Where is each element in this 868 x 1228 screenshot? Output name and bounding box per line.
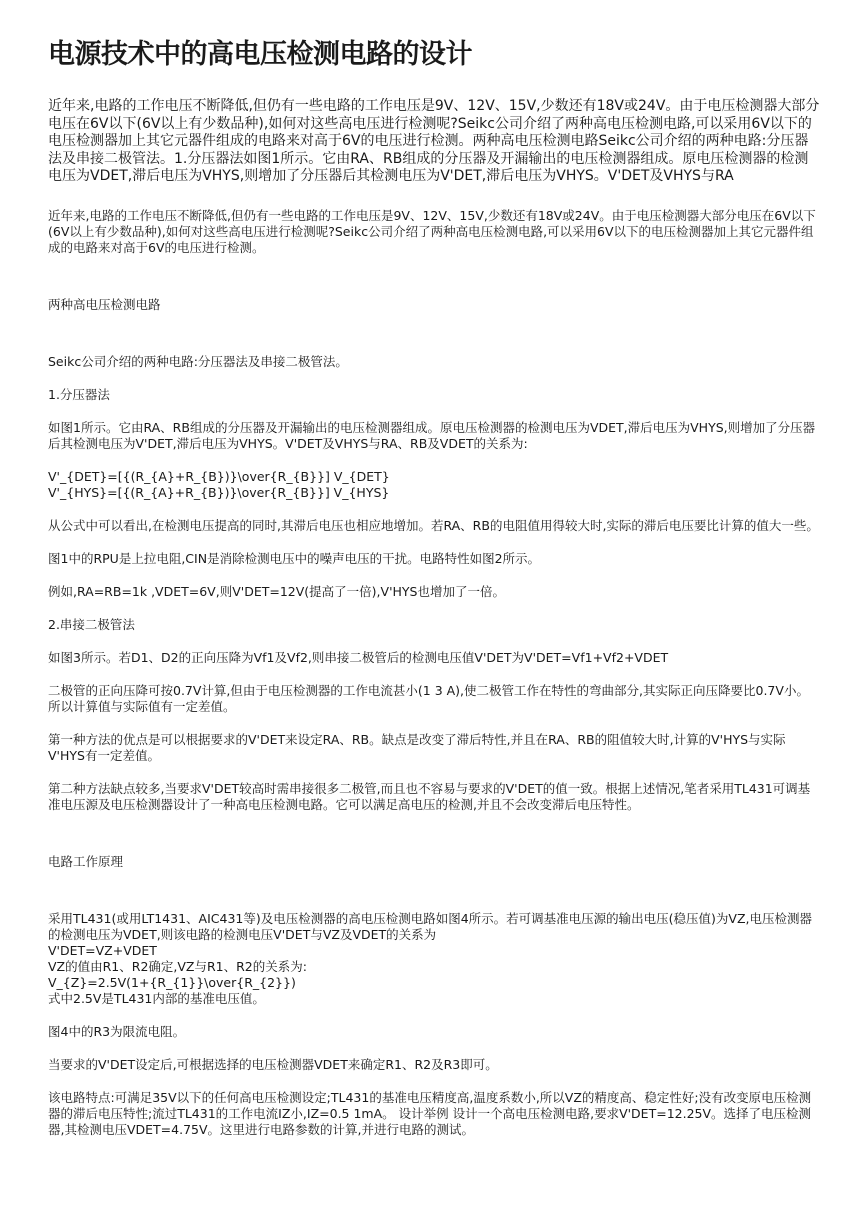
formula: V'_{DET}=[{(R_{A}+R_{B})}\over{R_{B}}] V_{DET} (48, 468, 390, 484)
page-title: 电源技术中的高电压检测电路的设计 (48, 39, 472, 70)
paragraph: 当要求的V'DET设定后,可根据选择的电压检测器VDET来确定R1、R2及R3即可。 (48, 1056, 498, 1072)
formula-block (48, 469, 820, 501)
text-line: 采用TL431(或用LT1431、AIC431等)及电压检测器的高电压检测电路如图4所示。若可调基准电压源的输出电压(稳压值)为VZ,电压检测器的检测电压为VDET,则该电路的检测电压V'DET与VZ及VDET的关系为 (48, 910, 813, 942)
text-line: 式中2.5V是TL431内部的基准电压值。 (48, 990, 265, 1006)
section-heading: 电路工作原理 (48, 853, 124, 869)
formula: V'DET=VZ+VDET (48, 942, 157, 958)
section-heading: 两种高电压检测电路 (48, 296, 161, 312)
paragraph: 该电路特点:可满足35V以下的任何高电压检测设定;TL431的基准电压精度高,温度系数小,所以VZ的精度高、稳定性好;没有改变原电压检测器的滞后电压特性;流过TL431的工作电流IZ小,IZ=0.5 1mA。 设计举例 设计一个高电压检测电路,要求V'DET=12.25V。选择了电压检测器,其检测电压VDET=4.75V。这里进行电路参数的计算,并进行电路的测试。 (48, 1089, 812, 1137)
text-line: VZ的值由R1、R2确定,VZ与R1、R2的关系为: (48, 958, 307, 974)
paragraph: 从公式中可以看出,在检测电压提高的同时,其滞后电压也相应地增加。若RA、RB的电阻值用得较大时,实际的滞后电压要比计算的值大一些。 (48, 517, 819, 533)
paragraph-with-formulas (48, 911, 820, 1007)
article-body (48, 208, 820, 1138)
subsection-heading: 2.串接二极管法 (48, 616, 135, 632)
paragraph: 第二种方法缺点较多,当要求V'DET较高时需串接很多二极管,而且也不容易与要求的V'DET的值一致。根据上述情况,笔者采用TL431可调基准电压源及电压检测器设计了一种高电压检测电路。它可以满足高电压的检测,并且不会改变滞后电压特性。 (48, 780, 811, 812)
subsection-heading: 1.分压器法 (48, 386, 110, 402)
paragraph: 如图3所示。若D1、D2的正向压降为Vf1及Vf2,则串接二极管后的检测电压值V'DET为V'DET=Vf1+Vf2+VDET (48, 649, 669, 665)
paragraph: 如图1所示。它由RA、RB组成的分压器及开漏输出的电压检测器组成。原电压检测器的检测电压为VDET,滞后电压为VHYS,则增加了分压器后其检测电压为V'DET,滞后电压为VHYS。V'DET及VHYS与RA、RB及VDET的关系为: (48, 419, 816, 451)
paragraph: 例如,RA=RB=1k ,VDET=6V,则V'DET=12V(提高了一倍),V'HYS也增加了一倍。 (48, 583, 505, 599)
article-summary: 近年来,电路的工作电压不断降低,但仍有一些电路的工作电压是9V、12V、15V,少数还有18V或24V。由于电压检测器大部分电压在6V以下(6V以上有少数品种),如何对这些高电压进行检测呢?Seikc公司介绍了两种高电压检测电路,可以采用6V以下的电压检测器加上其它元器件组成的电路来对高于6V的电压进行检测。两种高电压检测电路Seikc公司介绍的两种电路:分压器法及串接二极管法。1.分压器法如图1所示。它由RA、RB组成的分压器及开漏输出的电压检测器组成。原电压检测器的检测电压为VDET,滞后电压为VHYS,则增加了分压器后其检测电压为V'DET,滞后电压为VHYS。V'DET及VHYS与RA (48, 98, 820, 184)
paragraph: Seikc公司介绍的两种电路:分压器法及串接二极管法。 (48, 353, 348, 369)
formula: V'_{HYS}=[{(R_{A}+R_{B})}\over{R_{B}}] V_{HYS} (48, 484, 390, 500)
paragraph: 近年来,电路的工作电压不断降低,但仍有一些电路的工作电压是9V、12V、15V,少数还有18V或24V。由于电压检测器大部分电压在6V以下(6V以上有少数品种),如何对这些高电压进行检测呢?Seikc公司介绍了两种高电压检测电路,可以采用6V以下的电压检测器加上其它元器件组成的电路来对高于6V的电压进行检测。 (48, 207, 816, 255)
paragraph: 二极管的正向压降可按0.7V计算,但由于电压检测器的工作电流甚小(1 3 A),使二极管工作在特性的弯曲部分,其实际正向压降要比0.7V小。所以计算值与实际值有一定差值。 (48, 682, 809, 714)
paragraph: 图4中的R3为限流电阻。 (48, 1023, 186, 1039)
paragraph: 第一种方法的优点是可以根据要求的V'DET来设定RA、RB。缺点是改变了滞后特性,并且在RA、RB的阻值较大时,计算的V'HYS与实际V'HYS有一定差值。 (48, 731, 786, 763)
formula: V_{Z}=2.5V(1+{R_{1}}\over{R_{2}}) (48, 974, 296, 990)
paragraph: 图1中的RPU是上拉电阻,CIN是消除检测电压中的噪声电压的干扰。电路特性如图2所示。 (48, 550, 541, 566)
